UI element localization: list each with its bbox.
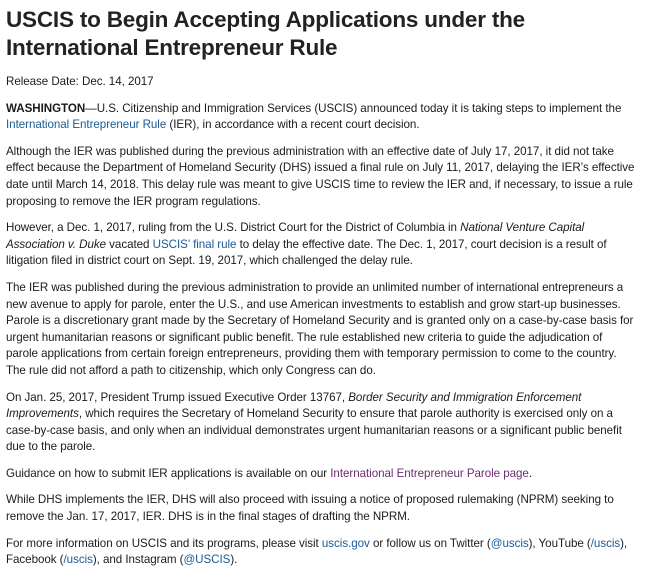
case-name: National Venture Capital Association v. Duke — [6, 221, 585, 251]
youtube-link[interactable]: /uscis — [590, 536, 621, 550]
final-rule-link[interactable]: USCIS’ final rule — [152, 237, 237, 251]
order-title: Border Security and Immigration Enforcement Improvements — [6, 390, 582, 421]
info-text-3: ), YouTube ( — [528, 536, 591, 550]
page-title: USCIS to Begin Accepting Applications under the International Entrepreneur Rule — [6, 7, 525, 60]
court-text-2: vacated — [106, 237, 153, 251]
release-date: Release Date: Dec. 14, 2017 — [6, 75, 154, 88]
info-text-4: ), Facebook ( — [6, 536, 628, 567]
paragraph-guidance — [6, 466, 636, 483]
intro-text-2: (IER), in accordance with a recent court decision. — [166, 118, 420, 132]
info-text-1: For more information on USCIS and its programs, please visit — [6, 536, 322, 550]
paragraph-nprm: While DHS implements the IER, DHS will also proceed with issuing a notice of proposed rulemaking (NPRM) seeking to remove the Jan. 17, 2017, IER. DHS is in the final stages of drafting the NPRM. — [6, 493, 614, 524]
paragraph-intro — [6, 101, 636, 134]
guidance-text-2: . — [528, 466, 532, 480]
info-text-2: or follow us on Twitter ( — [369, 536, 491, 550]
court-text-3: to delay the effective date. The Dec. 1, 2017, court decision is a result of litigation filed in district court on Sept. 19, 2017, which challenged the delay rule. — [6, 237, 607, 268]
order-text-2: , which requires the Secretary of Homeland Security to ensure that parole authority is exercised only on a case-by-case basis, and only when an individual demonstrates urgent humanitarian reasons or a significant public benefit due to the parole. — [6, 407, 622, 454]
ier-link[interactable]: International Entrepreneur Rule — [6, 118, 167, 132]
paragraph-court-ruling — [6, 220, 636, 270]
order-text-1: On Jan. 25, 2017, President Trump issued Executive Order 13767, — [6, 390, 349, 404]
paragraph-more-info — [6, 536, 636, 569]
guidance-text-1: Guidance on how to submit IER applications is available on our — [6, 466, 331, 480]
dateline: WASHINGTON — [6, 101, 86, 115]
paragraph-delay-rule: Although the IER was published during the previous administration with an effective date of July 17, 2017, it did not take effect because the Department of Homeland Security (DHS) issued a final rule on July 11, 2017, delaying the IER’s effective date until March 14, 2018. This delay rule was meant to give USCIS time to review the IER and, if necessary, to issue a rule proposing to remove the IER program regulations. — [6, 144, 635, 208]
intro-text-1: —U.S. Citizenship and Immigration Services (USCIS) announced today it is taking steps to implement the — [85, 101, 622, 115]
court-text-1: However, a Dec. 1, 2017, ruling from the U.S. District Court for the District of Columbia in — [6, 221, 461, 235]
paragraph-executive-order — [6, 390, 636, 456]
instagram-link[interactable]: @USCIS — [183, 553, 231, 567]
parole-page-link[interactable]: International Entrepreneur Parole page — [330, 466, 529, 480]
uscis-gov-link[interactable]: uscis.gov — [321, 536, 370, 550]
paragraph-ier-background: The IER was published during the previous administration to provide an unlimited number of international entrepreneurs a new avenue to apply for parole, enter the U.S., and use American investments to establish and grow start-up businesses. Parole is a discretionary grant made by the Secretary of Homeland Security and is granted only on a case-by-case basis for urgent humanitarian reasons or significant public benefit. The rule established new criteria to guide the adjudication of parole applications from certain foreign entrepreneurs, providing them with temporary permission to come to the country. The rule did not afford a path to citizenship, which only Congress can do. — [6, 280, 634, 377]
info-text-5: ), and Instagram ( — [92, 553, 184, 567]
facebook-link[interactable]: /uscis — [63, 553, 93, 567]
twitter-link[interactable]: @uscis — [490, 536, 529, 550]
info-text-6: ). — [230, 553, 238, 567]
